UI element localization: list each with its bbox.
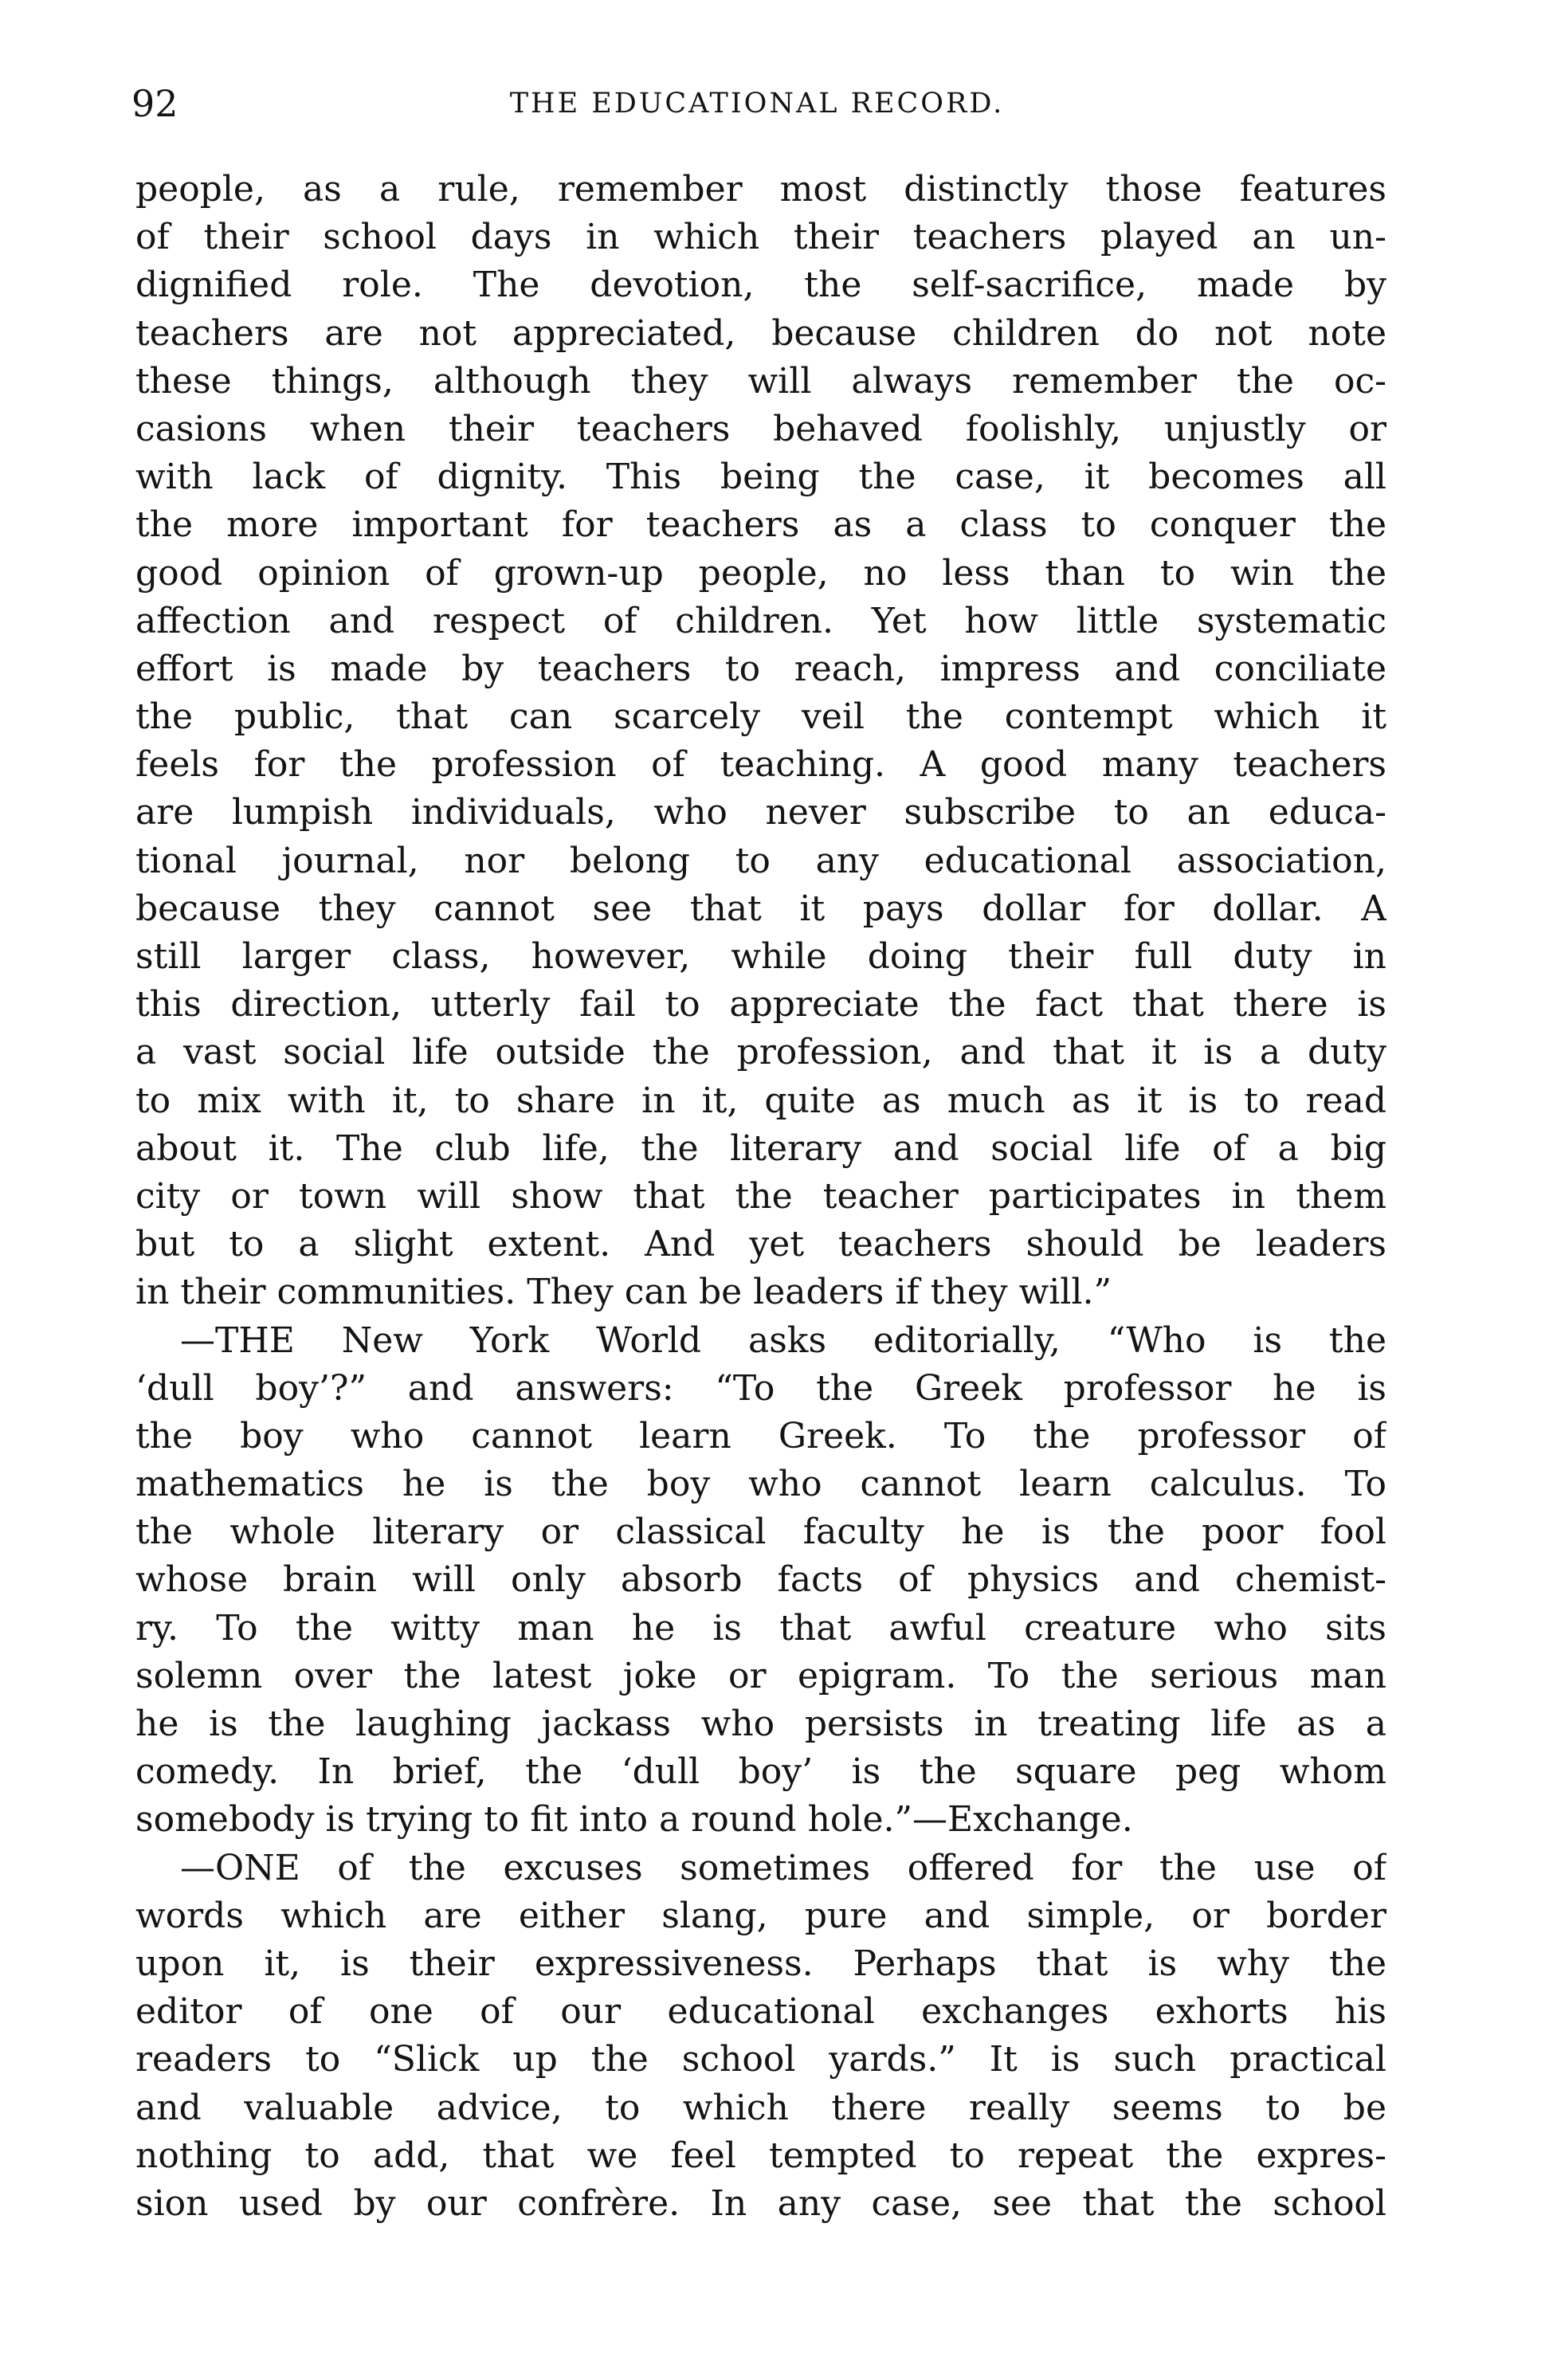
text-line: tional journal, nor belong to any educational association, <box>135 840 1386 881</box>
paragraph-start-line: —ONE of the excuses sometimes offered for the use of <box>180 1847 1386 1888</box>
text-line: the public, that can scarcely veil the contempt which it <box>135 696 1386 738</box>
text-line: sion used by our confrère. In any case, see that the school <box>135 2182 1386 2224</box>
text-line: good opinion of grown-up people, no less than to win the <box>135 552 1386 594</box>
text-line: and valuable advice, to which there really seems to be <box>135 2087 1386 2128</box>
text-line: dignified role. The devotion, the self-sacrifice, made by <box>135 265 1386 306</box>
text-line: about it. The club life, the literary and social life of a big <box>135 1127 1386 1169</box>
running-head <box>131 80 1382 127</box>
text-line: mathematics he is the boy who cannot learn calculus. To <box>135 1464 1386 1505</box>
text-line: somebody is trying to fit into a round hole.”—Exchange. <box>135 1799 1133 1841</box>
text-line: this direction, utterly fail to appreciate the fact that there is <box>135 984 1386 1025</box>
text-line: but to a slight extent. And yet teachers should be leaders <box>135 1224 1386 1265</box>
text-line: comedy. In brief, the ‘dull boy’ is the square peg whom <box>135 1751 1386 1793</box>
text-line: words which are either slang, pure and simple, or border <box>135 1895 1386 1936</box>
text-line: to mix with it, to share in it, quite as much as it is to read <box>135 1080 1386 1121</box>
page-number: 92 <box>131 82 178 125</box>
text-line: the boy who cannot learn Greek. To the professor of <box>135 1415 1386 1457</box>
text-line: effort is made by teachers to reach, impress and conciliate <box>135 648 1386 689</box>
text-line: teachers are not appreciated, because children do not note <box>135 312 1386 354</box>
text-line: affection and respect of children. Yet how little systematic <box>135 600 1386 641</box>
text-line: casions when their teachers behaved foolishly, unjustly or <box>135 408 1386 449</box>
text-line: with lack of dignity. This being the case, it becomes all <box>135 457 1386 498</box>
text-line: because they cannot see that it pays dollar for dollar. A <box>135 888 1386 929</box>
text-line: in their communities. They can be leaders if they will.” <box>135 1272 1112 1313</box>
text-line: nothing to add, that we feel tempted to repeat the expres- <box>135 2135 1386 2176</box>
text-line: ry. To the witty man he is that awful creature who sits <box>135 1607 1386 1649</box>
text-line: these things, although they will always remember the oc- <box>135 360 1386 402</box>
text-line: people, as a rule, remember most distinctly those features <box>135 169 1386 210</box>
text-line: are lumpish individuals, who never subscribe to an educa- <box>135 792 1386 833</box>
text-line: feels for the profession of teaching. A good many teachers <box>135 744 1386 786</box>
text-line: a vast social life outside the profession, and that it is a duty <box>135 1032 1386 1073</box>
text-line: ‘dull boy’?” and answers: “To the Greek professor he is <box>135 1367 1386 1409</box>
text-line: the whole literary or classical faculty he is the poor fool <box>135 1512 1386 1553</box>
text-line: the more important for teachers as a class to conquer the <box>135 504 1386 546</box>
text-line: solemn over the latest joke or epigram. To the serious man <box>135 1655 1386 1696</box>
text-line: of their school days in which their teachers played an un- <box>135 217 1386 258</box>
body-text <box>135 166 1386 2228</box>
text-line: he is the laughing jackass who persists in treating life as a <box>135 1704 1386 1744</box>
text-line: city or town will show that the teacher participates in them <box>135 1175 1386 1217</box>
text-line: editor of one of our educational exchanges exhorts his <box>135 1991 1386 2033</box>
journal-title: THE EDUCATIONAL RECORD. <box>509 88 1005 120</box>
text-line: whose brain will only absorb facts of physics and chemist- <box>135 1559 1386 1601</box>
text-line: still larger class, however, while doing their full duty in <box>135 936 1386 977</box>
paragraph-start-line: —THE New York World asks editorially, “Who is the <box>180 1319 1386 1361</box>
text-line: upon it, is their expressiveness. Perhaps that is why the <box>135 1943 1386 1984</box>
text-line: readers to “Slick up the school yards.” It is such practical <box>135 2039 1386 2080</box>
